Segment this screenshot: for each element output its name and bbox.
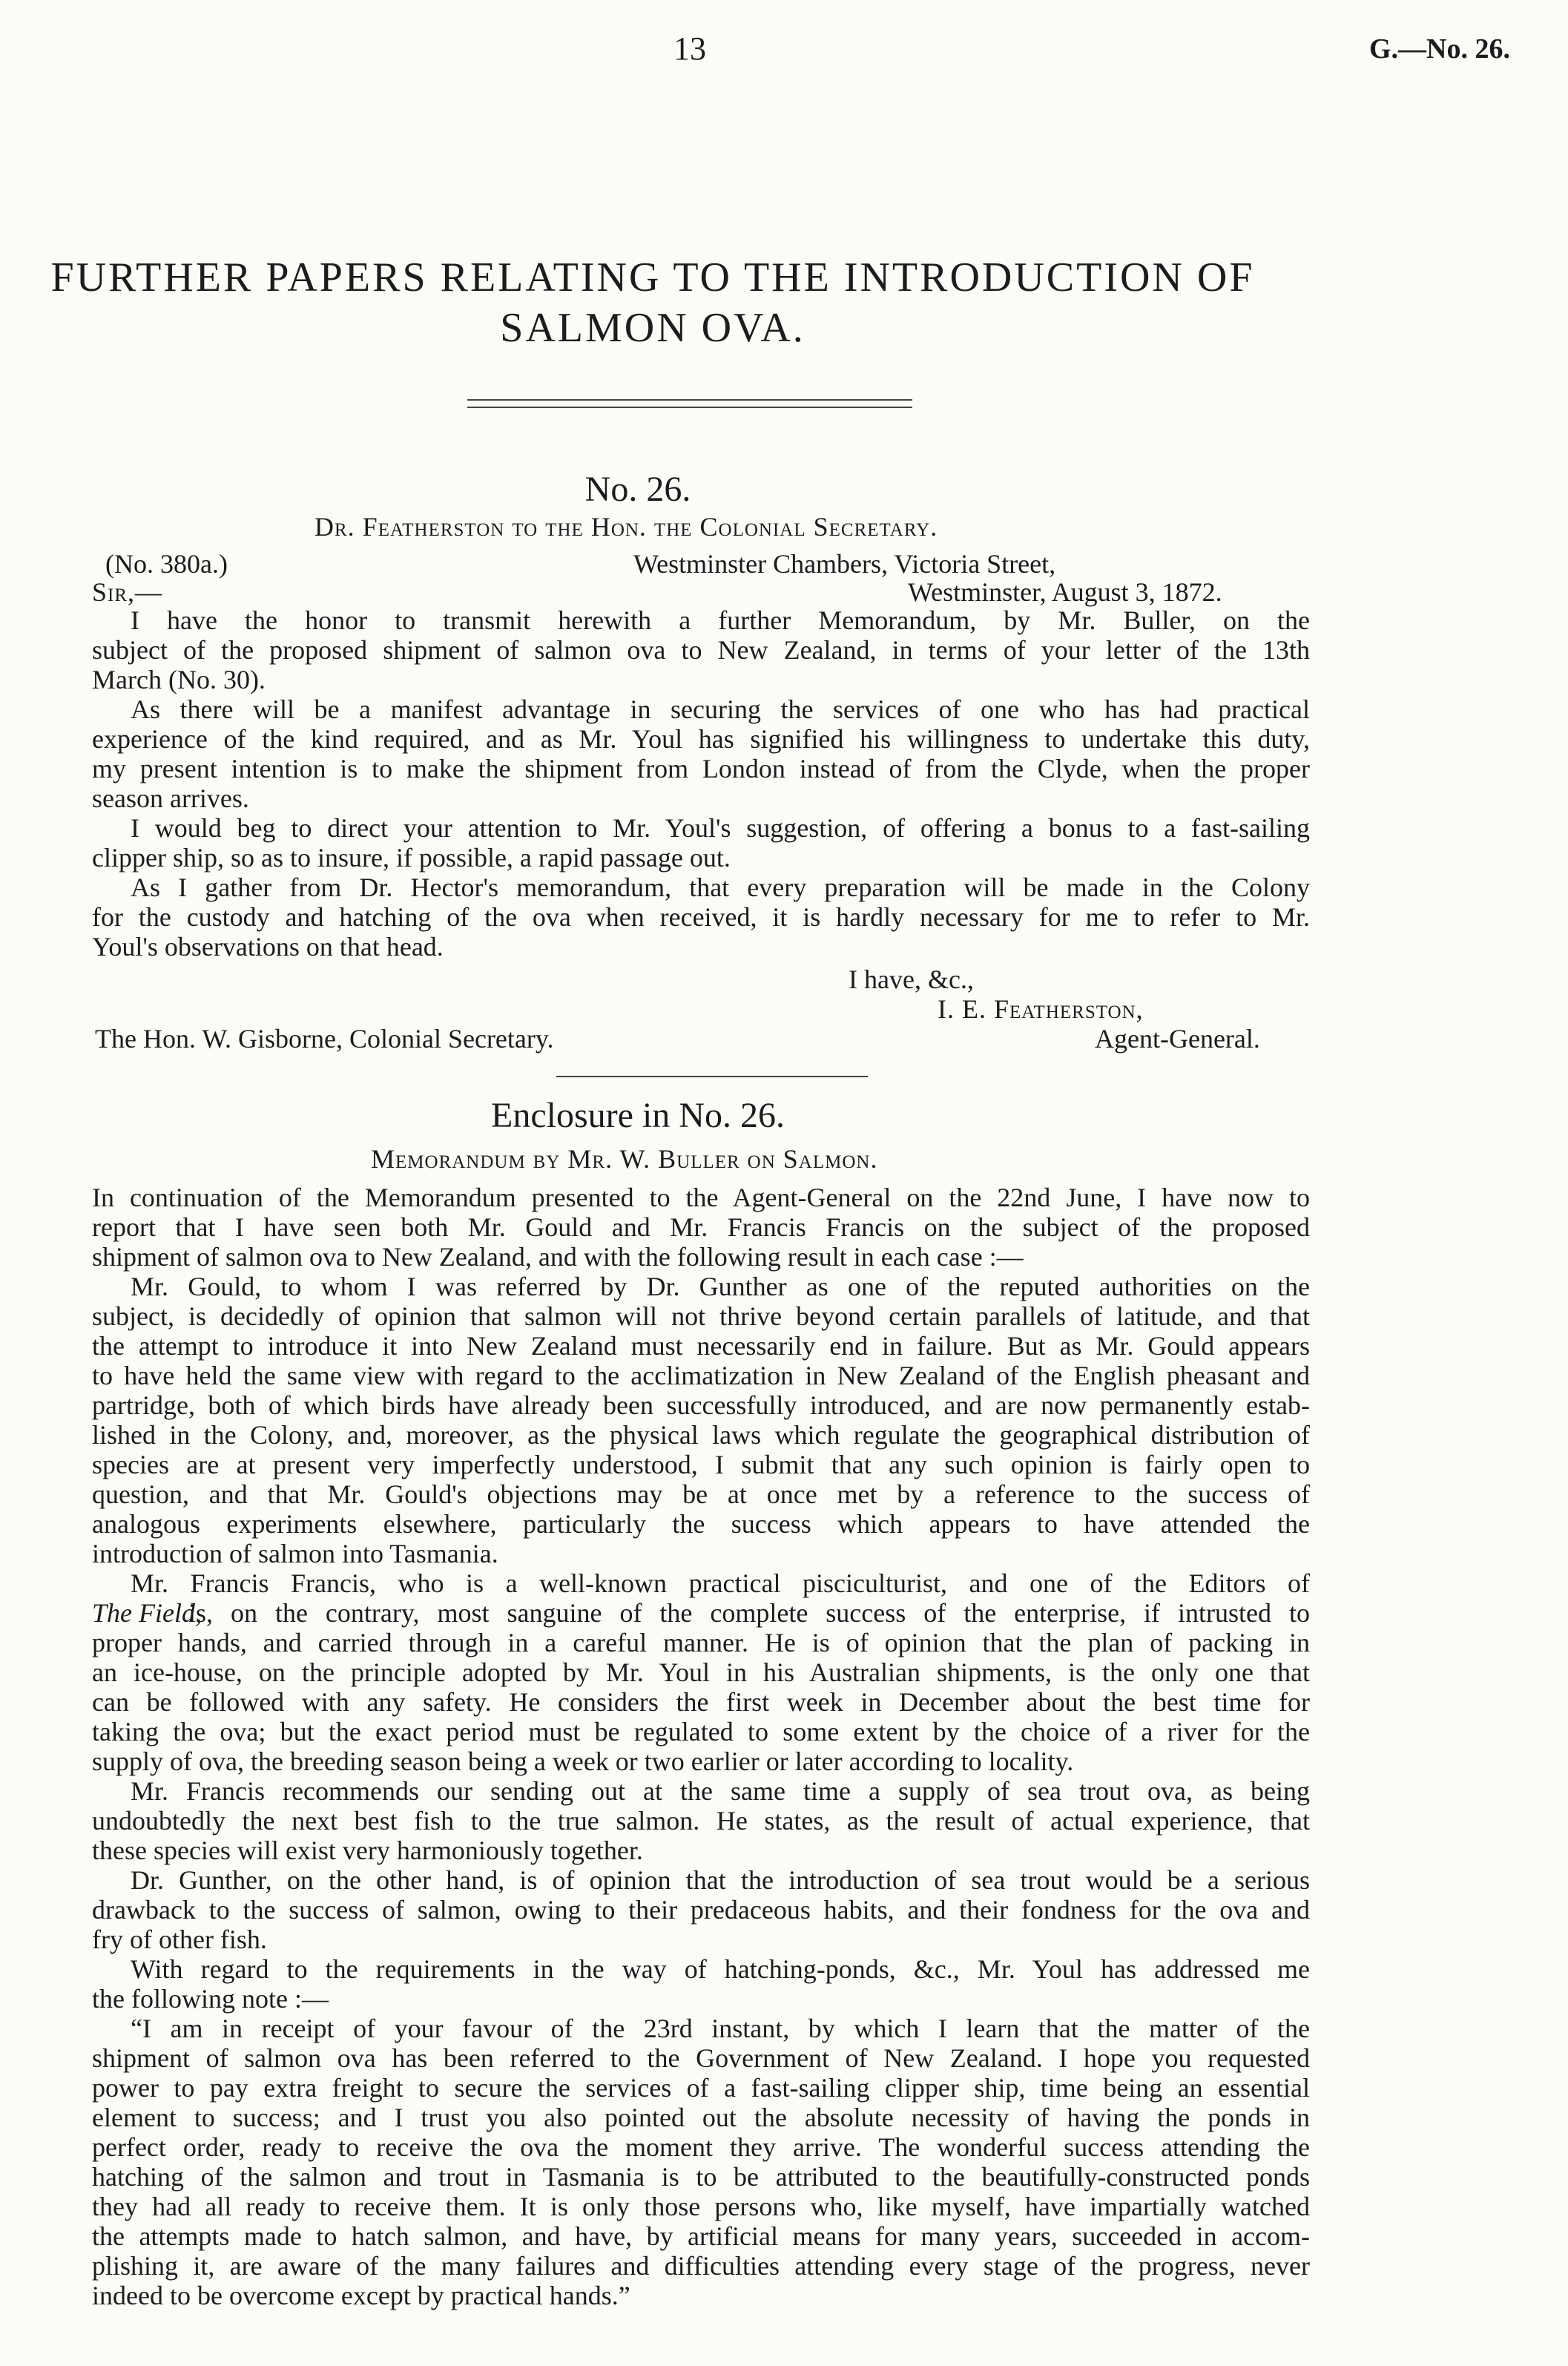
paragraph-line: I would beg to direct your attention to Mr. Youl's suggestion, of offering a bonus to a fast-sailing bbox=[131, 813, 1310, 843]
quote-line: plishing it, are aware of the many failures and difficulties attending every stage of the progress, never bbox=[92, 2251, 1310, 2281]
paragraph-line: these species will exist very harmoniously together. bbox=[92, 1836, 643, 1865]
paragraph-line: report that I have seen both Mr. Gould and Mr. Francis Francis on the subject of the proposed bbox=[92, 1212, 1310, 1242]
quote-line: power to pay extra freight to secure the services of a fast-sailing clipper ship, time being an essential bbox=[92, 2073, 1310, 2103]
paragraph-line: is, on the contrary, most sanguine of the complete success of the enterprise, if intrusted to bbox=[188, 1598, 1310, 1628]
closing: I have, &c., bbox=[849, 965, 974, 994]
quote-line: hatching of the salmon and trout in Tasmania is to be attributed to the beautifully-constructed ponds bbox=[92, 2162, 1310, 2192]
quote-line: perfect order, ready to receive the ova the moment they arrive. The wonderful success attending the bbox=[92, 2132, 1310, 2162]
paragraph-line: shipment of salmon ova to New Zealand, and with the following result in each case :— bbox=[92, 1242, 1024, 1272]
paragraph-line: As there will be a manifest advantage in securing the services of one who has had practical bbox=[131, 694, 1310, 724]
paragraph-line: analogous experiments elsewhere, particularly the success which appears to have attended the bbox=[92, 1509, 1310, 1539]
paragraph-line: to have held the same view with regard to the acclimatization in New Zealand of the English pheasant and bbox=[92, 1361, 1310, 1390]
series-number: G.—No. 26. bbox=[1369, 33, 1510, 65]
paragraph-line: clipper ship, so as to insure, if possible, a rapid passage out. bbox=[92, 843, 731, 873]
paragraph-line: As I gather from Dr. Hector's memorandum, that every preparation will be made in the Colony bbox=[131, 873, 1310, 902]
section-rule bbox=[556, 1076, 868, 1077]
paragraph-line: Mr. Gould, to whom I was referred by Dr. Gunther as one of the reputed authorities on the bbox=[131, 1272, 1310, 1301]
paragraph-line: drawback to the success of salmon, owing to their predaceous habits, and their fondness for the ova and bbox=[92, 1895, 1310, 1925]
quote-line: the attempts made to hatch salmon, and have, by artificial means for many years, succeeded in accom- bbox=[92, 2221, 1310, 2251]
paragraph-line: I have the honor to transmit herewith a further Memorandum, by Mr. Buller, on the bbox=[131, 605, 1310, 635]
memorandum-heading: Memorandum by Mr. W. Buller on Salmon. bbox=[371, 1144, 878, 1174]
paragraph-line: proper hands, and carried through in a careful manner. He is of opinion that the plan of packing in bbox=[92, 1628, 1310, 1657]
paragraph-line: season arrives. bbox=[92, 783, 249, 813]
salutation: Sir,— bbox=[92, 577, 163, 607]
letter-number: No. 26. bbox=[584, 470, 691, 509]
signature: I. E. Featherston, bbox=[938, 994, 1144, 1024]
paragraph-line: species are at present very imperfectly understood, I submit that any such opinion is fairly open to bbox=[92, 1450, 1310, 1479]
letter-address: Westminster Chambers, Victoria Street, bbox=[633, 549, 1056, 579]
page-number: 13 bbox=[673, 30, 706, 67]
paragraph-line: supply of ova, the breeding season being a week or two earlier or later according to locality. bbox=[92, 1746, 1074, 1776]
paragraph-line: With regard to the requirements in the way of hatching-ponds, &c., Mr. Youl has addressed me bbox=[131, 1954, 1310, 1984]
letter-reference: (No. 380a.) bbox=[105, 549, 228, 579]
paragraph-line: lished in the Colony, and, moreover, as the physical laws which regulate the geographical distribution of bbox=[92, 1420, 1310, 1450]
paragraph-line: In continuation of the Memorandum presented to the Agent-General on the 22nd June, I have now to bbox=[92, 1183, 1310, 1212]
paragraph-line: the following note :— bbox=[92, 1984, 329, 2014]
paragraph-line: taking the ova; but the exact period must be regulated to some extent by the choice of a river for the bbox=[92, 1717, 1310, 1746]
paragraph-line: an ice-house, on the principle adopted by Mr. Youl in his Australian shipments, is the only one that bbox=[92, 1657, 1310, 1687]
paragraph-line: undoubtedly the next best fish to the true salmon. He states, as the result of actual experience, that bbox=[92, 1806, 1310, 1836]
paragraph-line: Dr. Gunther, on the other hand, is of opinion that the introduction of sea trout would be a serious bbox=[131, 1865, 1310, 1895]
paragraph-line: question, and that Mr. Gould's objections may be at once met by a reference to the success of bbox=[92, 1479, 1310, 1509]
paragraph-line: partridge, both of which birds have already been successfully introduced, and are now permanently estab- bbox=[92, 1390, 1310, 1420]
quote-line: they had all ready to receive them. It is only those persons who, like myself, have impartially watched bbox=[92, 2192, 1310, 2221]
paragraph-line: for the custody and hatching of the ova when received, it is hardly necessary for me to refer to Mr. bbox=[92, 902, 1310, 932]
title-rule bbox=[467, 399, 912, 401]
letter-date: Westminster, August 3, 1872. bbox=[908, 577, 1222, 607]
paragraph-line: experience of the kind required, and as Mr. Youl has signified his willingness to undertake this duty, bbox=[92, 724, 1310, 754]
letter-heading: Dr. Featherston to the Hon. the Colonial Secretary. bbox=[314, 512, 938, 542]
paragraph-line: introduction of salmon into Tasmania. bbox=[92, 1539, 498, 1568]
signatory-title: Agent-General. bbox=[1095, 1024, 1260, 1054]
paragraph-line: subject, is decidedly of opinion that salmon will not thrive beyond certain parallels of latitude, and that bbox=[92, 1301, 1310, 1331]
addressee: The Hon. W. Gisborne, Colonial Secretary. bbox=[95, 1024, 554, 1054]
quote-line: “I am in receipt of your favour of the 23rd instant, by which I learn that the matter of the bbox=[131, 2014, 1310, 2043]
enclosure-heading: Enclosure in No. 26. bbox=[491, 1096, 785, 1135]
paragraph-line: Mr. Francis Francis, who is a well-known practical pisciculturist, and one of the Editors of bbox=[131, 1568, 1310, 1598]
paragraph-line: can be followed with any safety. He considers the first week in December about the best time for bbox=[92, 1687, 1310, 1717]
paragraph-line: Youl's observations on that head. bbox=[92, 932, 444, 962]
paragraph-line: Mr. Francis recommends our sending out at the same time a supply of sea trout ova, as being bbox=[131, 1776, 1310, 1806]
paragraph-line: subject of the proposed shipment of salmon ova to New Zealand, in terms of your letter of the 13th bbox=[92, 635, 1310, 665]
field-title bbox=[92, 1598, 202, 1628]
title-rule bbox=[467, 407, 912, 408]
field-title-text: The Field, bbox=[92, 1598, 202, 1628]
paragraph-line: my present intention is to make the shipment from London instead of from the Clyde, when the proper bbox=[92, 754, 1310, 783]
document-title-continued: SALMON OVA. bbox=[500, 305, 806, 351]
paragraph-line: the attempt to introduce it into New Zealand must necessarily end in failure. But as Mr. Gould appears bbox=[92, 1331, 1310, 1361]
quote-line: element to success; and I trust you also pointed out the absolute necessity of having the ponds in bbox=[92, 2103, 1310, 2132]
quote-line: indeed to be overcome except by practical hands.” bbox=[92, 2281, 630, 2310]
paragraph-line: fry of other fish. bbox=[92, 1925, 267, 1954]
quote-line: shipment of salmon ova has been referred to the Government of New Zealand. I hope you requested bbox=[92, 2043, 1310, 2073]
document-title: FURTHER PAPERS RELATING TO THE INTRODUCTION OF bbox=[50, 254, 1255, 300]
paragraph-line: March (No. 30). bbox=[92, 665, 266, 694]
